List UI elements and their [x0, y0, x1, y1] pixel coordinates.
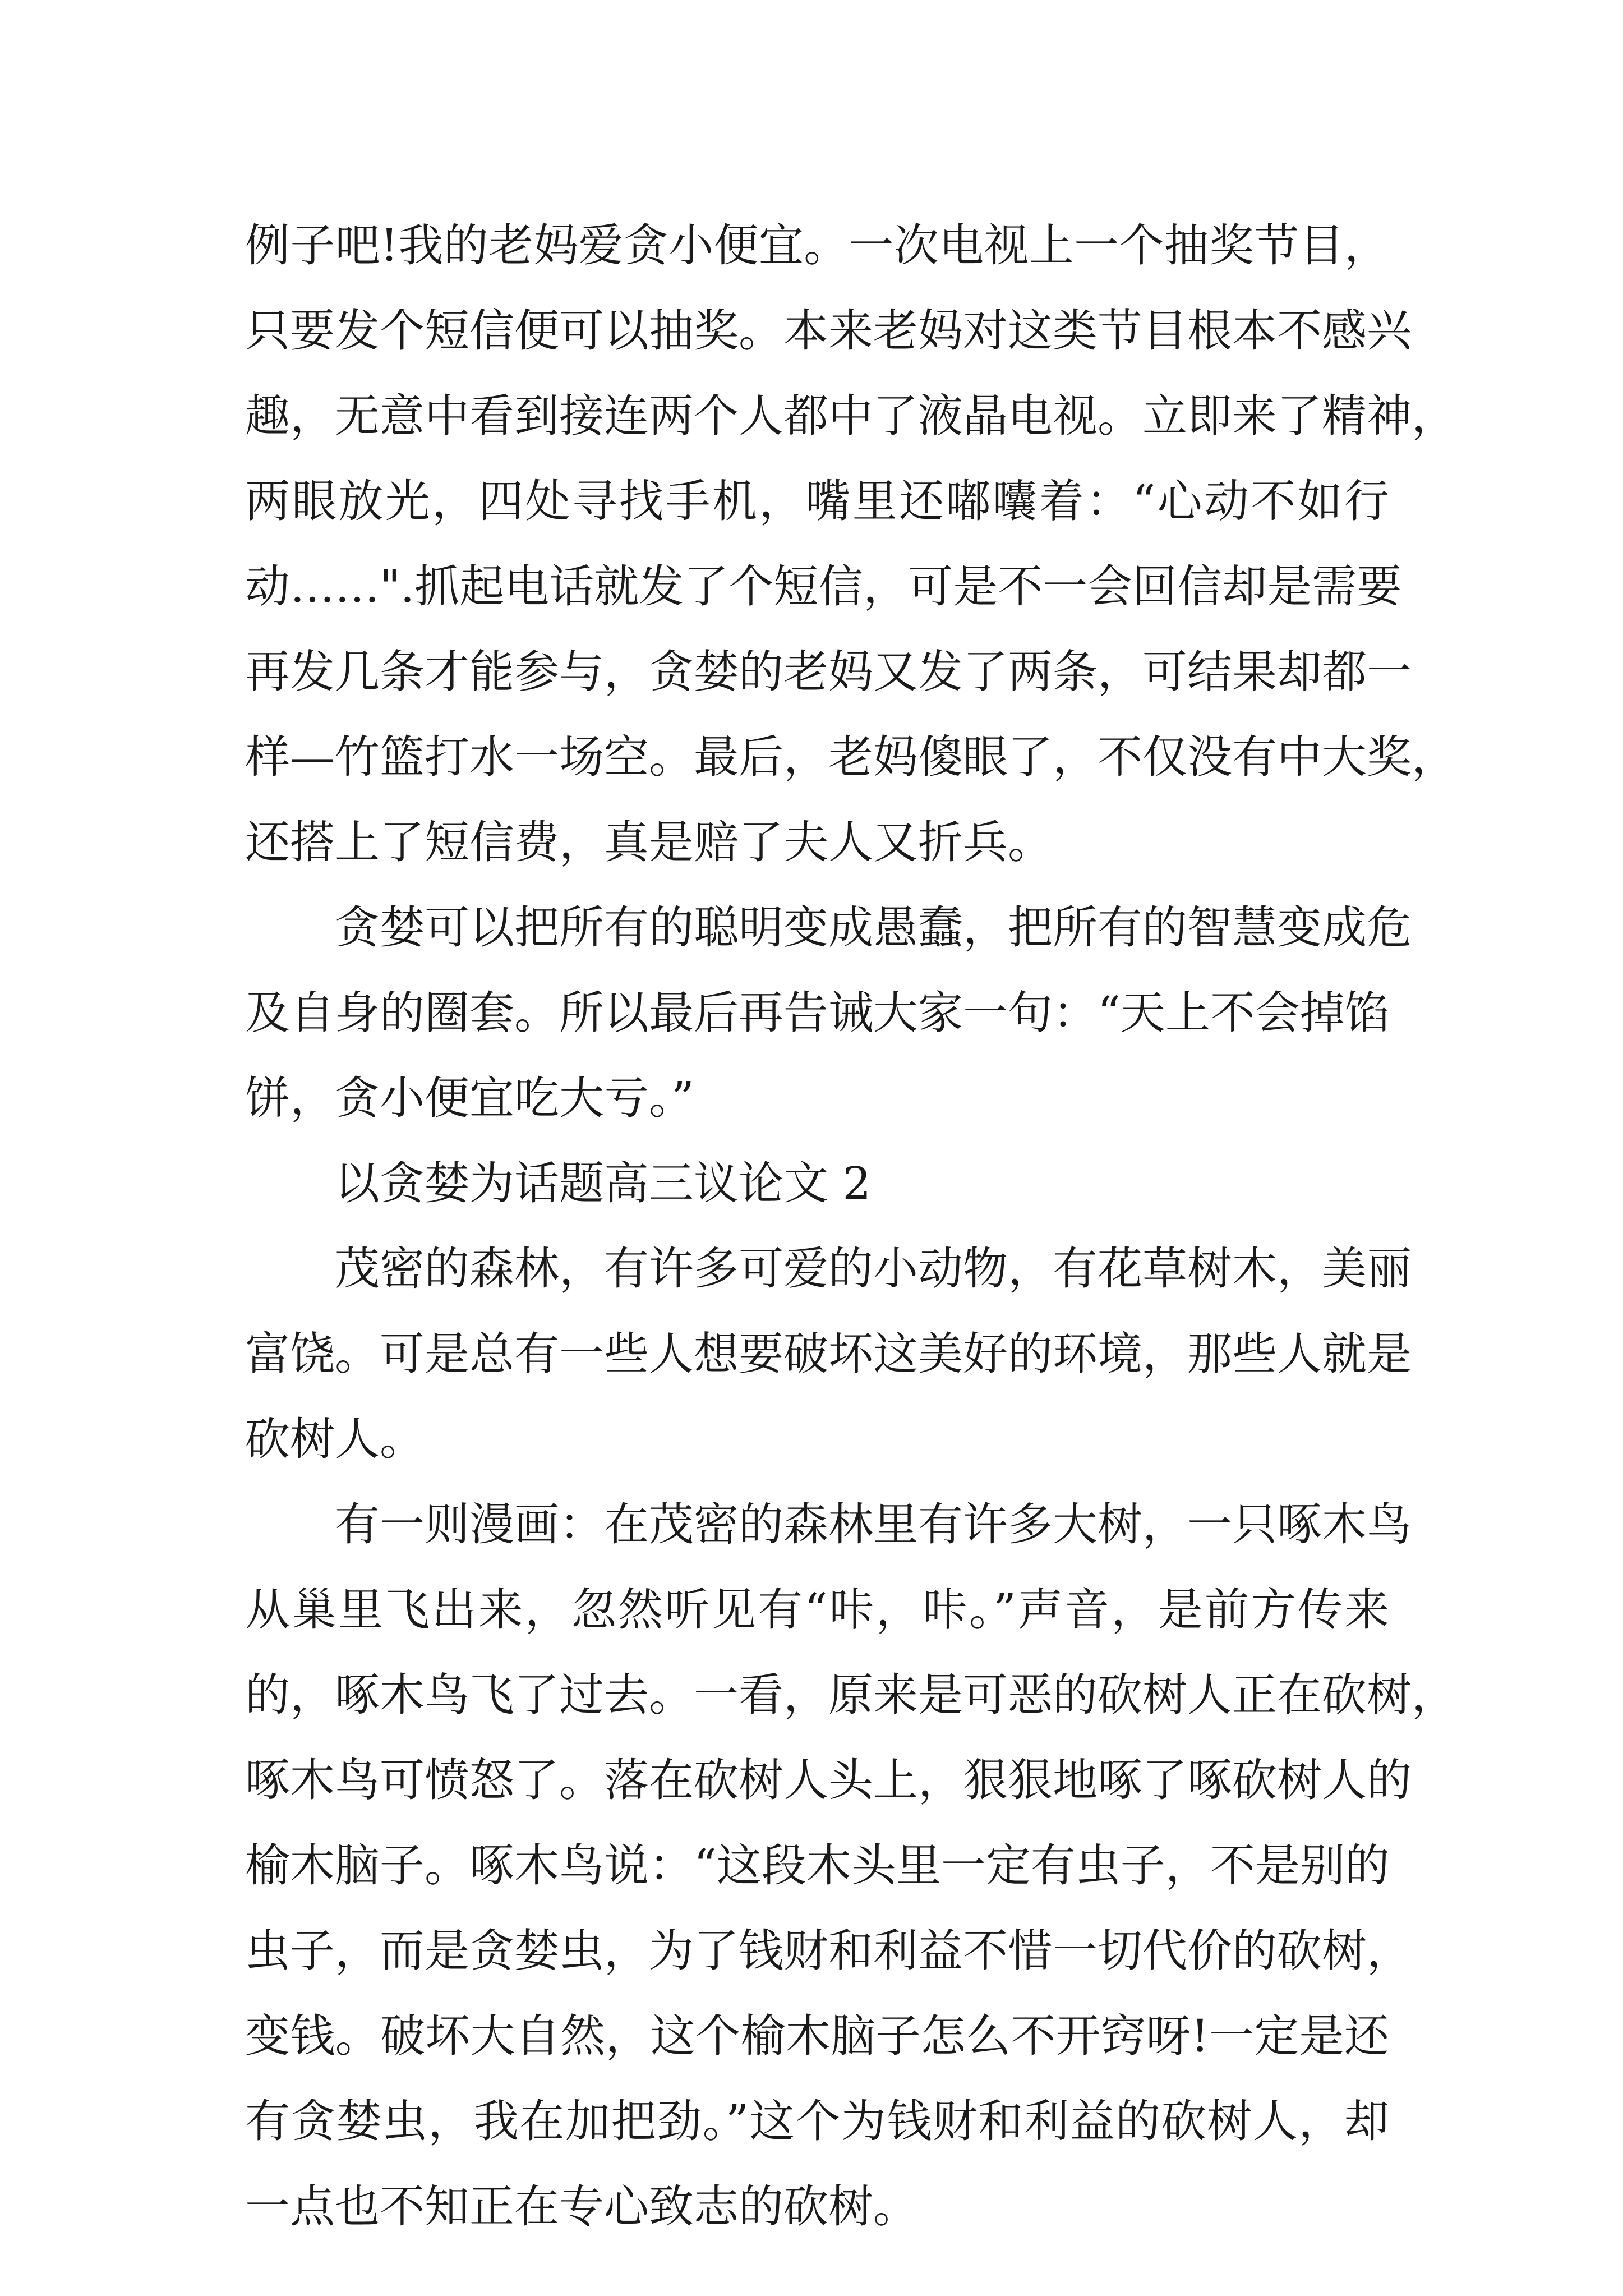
paragraph-3-line-1: 茂密的森林，有许多可爱的小动物，有花草树木，美丽	[335, 1243, 1412, 1295]
document-body	[245, 203, 1456, 2249]
paragraph-1-line-7: 样—竹篮打水一场空。最后，老妈傻眼了，不仅没有中大奖，	[245, 731, 1456, 783]
paragraph-1-line-4: 两眼放光，四处寻找手机，嘴里还嘟囔着：“心动不如行	[245, 475, 1389, 527]
paragraph-2-line-2: 及自身的圈套。所以最后再告诫大家一句：“天上不会掉馅	[245, 987, 1390, 1039]
paragraph-4-line-3: 的，啄木鸟飞了过去。一看，原来是可恶的砍树人正在砍树，	[245, 1669, 1456, 1721]
paragraph-4-line-6: 虫子，而是贪婪虫，为了钱财和利益不惜一切代价的砍树，	[245, 1925, 1412, 1977]
paragraph-1-line-5: 动……".抓起电话就发了个短信，可是不一会回信却是需要	[245, 560, 1402, 613]
paragraph-2-line-1: 贪婪可以把所有的聪明变成愚蠢，把所有的智慧变成危	[335, 901, 1412, 954]
paragraph-4-line-4: 啄木鸟可愤怒了。落在砍树人头上，狠狠地啄了啄砍树人的	[245, 1754, 1412, 1806]
paragraph-2-line-3: 饼，贪小便宜吃大亏。”	[245, 1072, 694, 1124]
paragraph-1-line-1: 例子吧!我的老妈爱贪小便宜。一次电视上一个抽奖节目，	[245, 219, 1389, 272]
section-heading: 以贪婪为话题高三议论文 2	[335, 1157, 872, 1209]
paragraph-4-line-8: 有贪婪虫，我在加把劲。”这个为钱财和利益的砍树人，却	[245, 2095, 1389, 2147]
paragraph-1-line-6: 再发几条才能参与，贪婪的老妈又发了两条，可结果却都一	[245, 646, 1412, 698]
paragraph-4-line-7: 变钱。破坏大自然，这个榆木脑子怎么不开窍呀!一定是还	[245, 2010, 1389, 2062]
paragraph-1-line-3: 趣，无意中看到接连两个人都中了液晶电视。立即来了精神，	[245, 390, 1456, 442]
paragraph-1-line-8: 还搭上了短信费，真是赔了夫人又折兵。	[245, 816, 1053, 868]
paragraph-4-line-5: 榆木脑子。啄木鸟说：“这段木头里一定有虫子，不是别的	[245, 1839, 1390, 1892]
paragraph-3-line-3: 砍树人。	[245, 1413, 425, 1465]
paragraph-4-line-9: 一点也不知正在专心致志的砍树。	[245, 2180, 918, 2233]
paragraph-4-line-1: 有一则漫画：在茂密的森林里有许多大树，一只啄木鸟	[335, 1498, 1412, 1550]
paragraph-3-line-2: 富饶。可是总有一些人想要破坏这美好的环境，那些人就是	[245, 1328, 1412, 1380]
paragraph-1-line-2: 只要发个短信便可以抽奖。本来老妈对这类节目根本不感兴	[245, 305, 1412, 357]
paragraph-4-line-2: 从巢里飞出来，忽然听见有“咔，咔。”声音，是前方传来	[245, 1584, 1389, 1636]
